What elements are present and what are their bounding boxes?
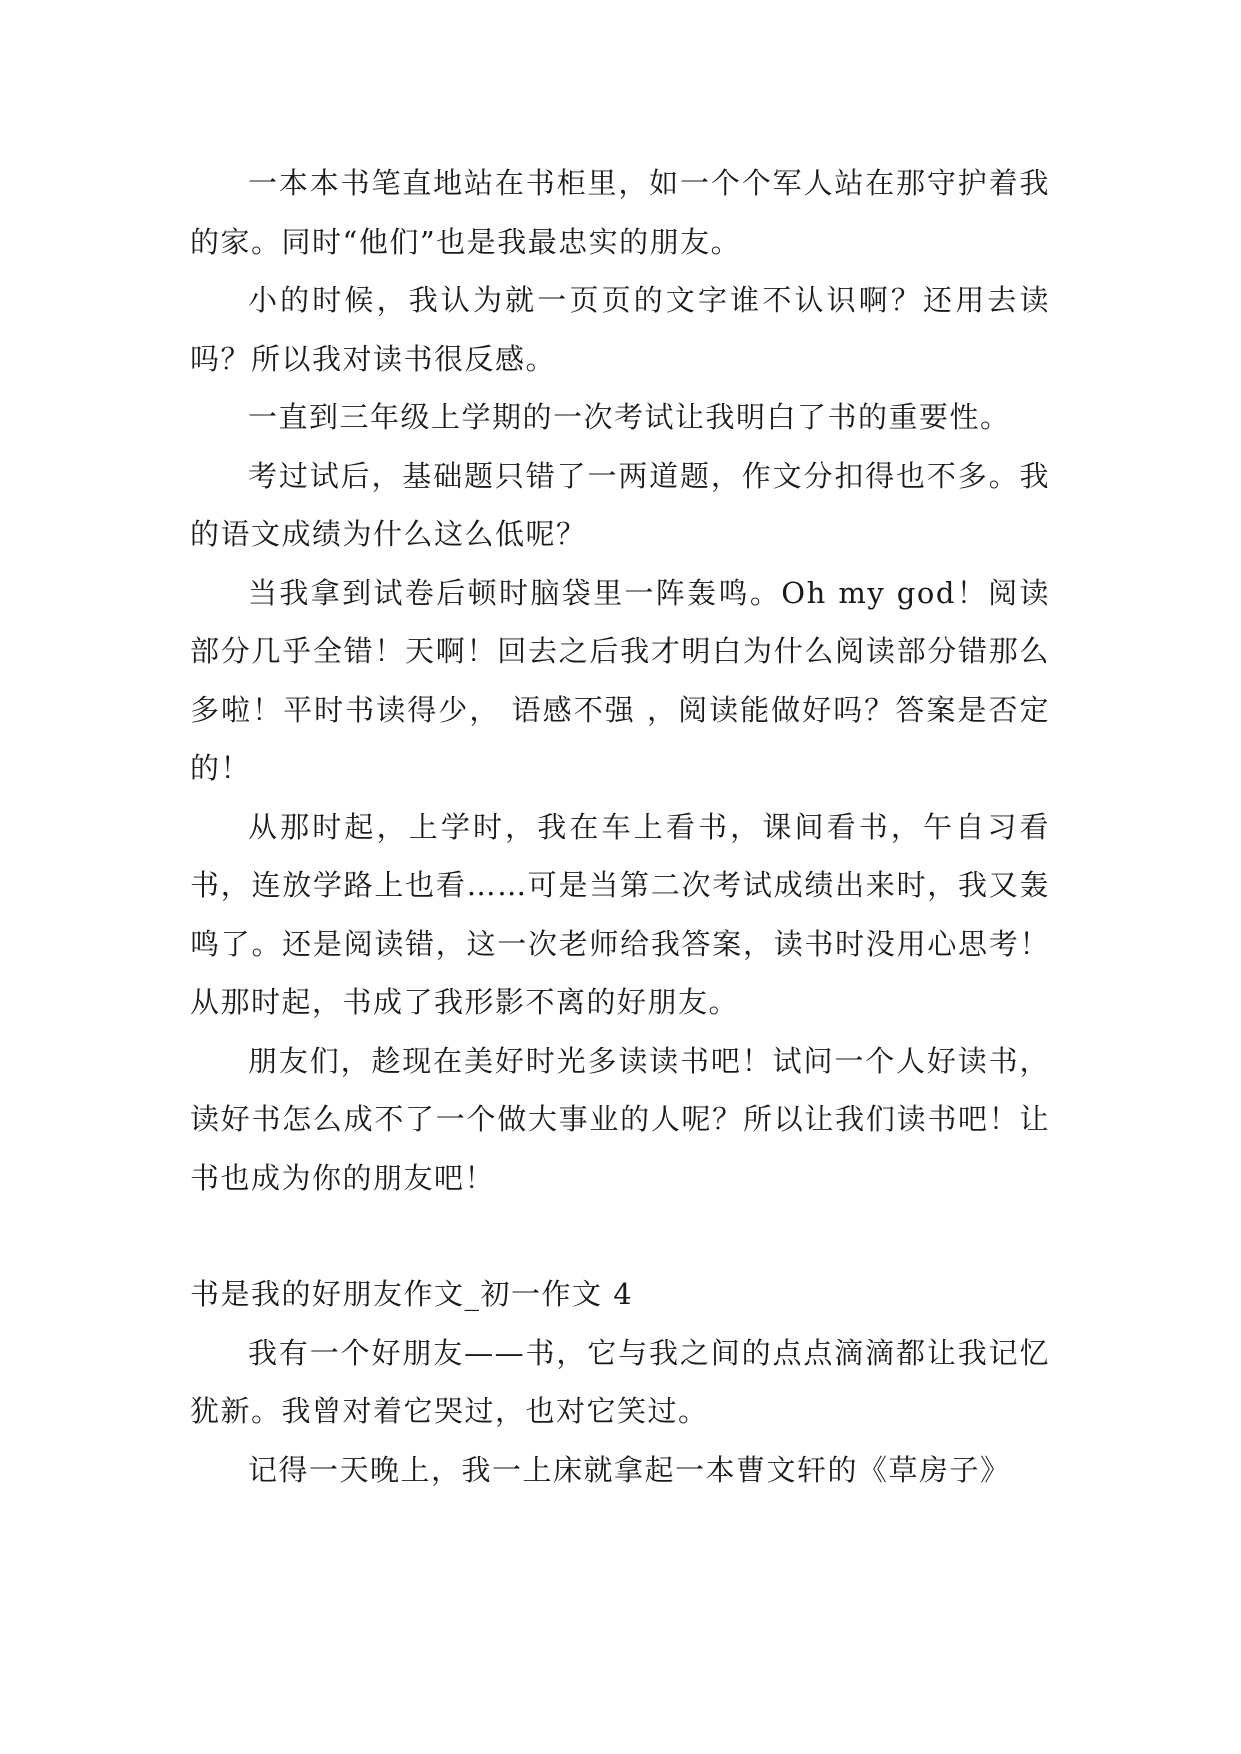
paragraph: 我有一个好朋友——书，它与我之间的点点滴滴都让我记忆犹新。我曾对着它哭过，也对它笑过。 — [190, 1335, 1050, 1428]
paragraph: 当我拿到试卷后顿时脑袋里一阵轰鸣。Oh my god！阅读部分几乎全错！天啊！回去之后我才明白为什么阅读部分错那么多啦！平时书读得少， 语感不强 ，阅读能做好吗？答案是否定的！ — [190, 575, 1050, 785]
paragraph: 从那时起，上学时，我在车上看书，课间看书，午自习看书，连放学路上也看……可是当第二次考试成绩出来时，我又轰鸣了。还是阅读错，这一次老师给我答案，读书时没用心思考！从那时起，书成了我形影不离的好朋友。 — [190, 809, 1050, 1019]
document-body — [190, 154, 1050, 1499]
paragraph: 朋友们，趁现在美好时光多读读书吧！试问一个人好读书，读好书怎么成不了一个做大事业的人呢？所以让我们读书吧！让书也成为你的朋友吧！ — [190, 1043, 1050, 1195]
paragraph: 一本本书笔直地站在书柜里，如一个个军人站在那守护着我的家。同时“他们”也是我最忠实的朋友。 — [190, 166, 1050, 259]
paragraph: 小的时候，我认为就一页页的文字谁不认识啊？还用去读吗？所以我对读书很反感。 — [190, 283, 1050, 376]
paragraph: 记得一天晚上，我一上床就拿起一本曹文轩的《草房子》 — [248, 1452, 1011, 1487]
paragraph: 一直到三年级上学期的一次考试让我明白了书的重要性。 — [248, 400, 1011, 434]
section-title: 书是我的好朋友作文_初一作文 4 — [190, 1277, 634, 1311]
paragraph: 考过试后，基础题只错了一两道题，作文分扣得也不多。我的语文成绩为什么这么低呢？ — [190, 458, 1050, 551]
